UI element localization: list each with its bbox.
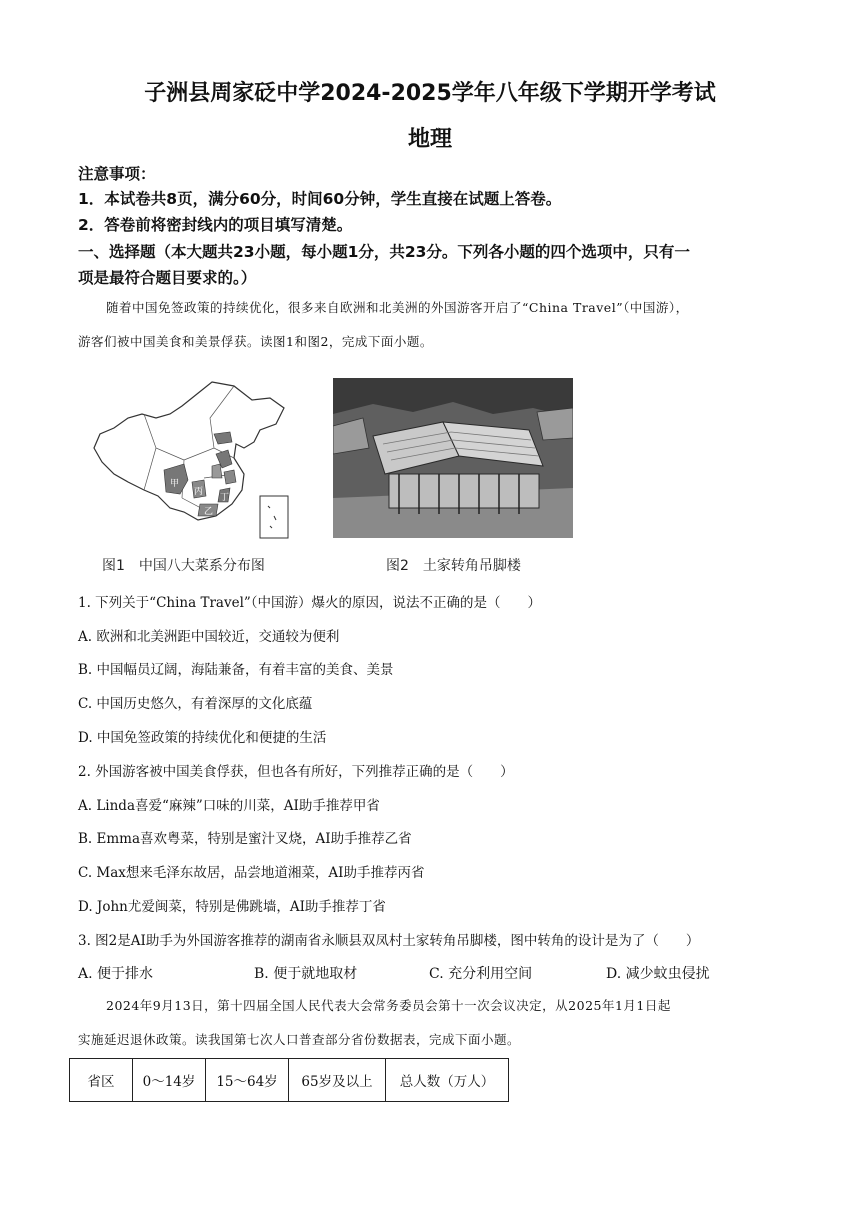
anhui-region xyxy=(212,464,222,478)
question-1-option-c: C. 中国历史悠久，有着深厚的文化底蕴 xyxy=(78,696,313,712)
notice-item-1: 1．本试卷共8页，满分60分，时间60分钟，学生直接在试题上答卷。 xyxy=(78,190,562,208)
notice-item-2: 2．答卷前将密封线内的项目填写清楚。 xyxy=(78,216,353,234)
china-cuisine-map xyxy=(84,378,304,543)
question-1-option-b: B. 中国幅员辽阔，海陆兼备，有着丰富的美食、美景 xyxy=(78,662,394,678)
map-label-ding: 丁 xyxy=(220,493,230,503)
question-2-option-c: C. Max想来毛泽东故居，品尝地道湘菜，AI助手推荐丙省 xyxy=(78,865,425,881)
map-label-jia: 甲 xyxy=(170,479,180,489)
subject-title: 地理 xyxy=(407,127,452,152)
table-header-age-0-14: 0～14岁 xyxy=(133,1059,206,1102)
question-1-stem: 1. 下列关于“China Travel”（中国游）爆火的原因，说法不正确的是（ ） xyxy=(78,595,542,611)
question-3-option-c: C. 充分利用空间 xyxy=(429,966,533,982)
question-2-stem: 2. 外国游客被中国美食俘获，但也各有所好，下列推荐正确的是（ ） xyxy=(78,764,514,780)
exam-title: 子洲县周家砭中学2024-2025学年八年级下学期开学考试 xyxy=(144,81,716,106)
question-1-option-d: D. 中国免签政策的持续优化和便捷的生活 xyxy=(78,730,327,746)
table-header-total: 总人数（万人） xyxy=(386,1059,509,1102)
question-2-option-a: A. Linda喜爱“麻辣”口味的川菜，AI助手推荐甲省 xyxy=(78,798,380,814)
china-outline xyxy=(94,382,284,520)
question-3-option-b: B. 便于就地取材 xyxy=(254,966,358,982)
intro-paragraph-2: 2024年9月13日，第十四届全国人民代表大会常务委员会第十一次会议决定，从2025年1月1日起 xyxy=(106,998,671,1013)
question-2-option-d: D. John尤爱闽菜，特别是佛跳墙，AI助手推荐丁省 xyxy=(78,899,386,915)
notice-heading: 注意事项： xyxy=(78,165,156,183)
intro-paragraph-1b: 游客们被中国美食和美景俘获。读图1和图2，完成下面小题。 xyxy=(78,334,433,349)
figure-2-caption: 图2 土家转角吊脚楼 xyxy=(386,558,521,574)
section-heading-line2: 项是最符合题目要求的。） xyxy=(78,269,257,287)
figure-1-caption: 图1 中国八大菜系分布图 xyxy=(102,558,265,574)
question-1-option-a: A. 欧洲和北美洲距中国较近，交通较为便利 xyxy=(78,629,340,645)
question-3-stem: 3. 图2是AI助手为外国游客推荐的湖南省永顺县双凤村土家转角吊脚楼，图中转角的设计是为了（ ） xyxy=(78,933,700,949)
zhejiang-region xyxy=(224,470,236,484)
question-2-option-b: B. Emma喜欢粤菜，特别是蜜汁叉烧，AI助手推荐乙省 xyxy=(78,831,412,847)
map-label-bing: 丙 xyxy=(194,487,204,497)
table-header-age-65-plus: 65岁及以上 xyxy=(289,1059,386,1102)
tujia-stilt-house-photo xyxy=(333,378,573,538)
map-label-yi: 乙 xyxy=(204,507,214,517)
question-3-option-d: D. 减少蚊虫侵扰 xyxy=(606,966,710,982)
table-header-province: 省区 xyxy=(70,1059,133,1102)
question-3-option-a: A. 便于排水 xyxy=(78,966,154,982)
table-header-row xyxy=(70,1059,509,1102)
table-header-age-15-64: 15～64岁 xyxy=(206,1059,289,1102)
intro-paragraph-1: 随着中国免签政策的持续优化，很多来自欧洲和北美洲的外国游客开启了“China Travel”（中国游）， xyxy=(106,300,689,315)
population-table xyxy=(69,1058,509,1102)
intro-paragraph-2b: 实施延迟退休政策。读我国第七次人口普查部分省份数据表，完成下面小题。 xyxy=(78,1032,521,1047)
section-heading-line1: 一、选择题（本大题共23小题，每小题1分，共23分。下列各小题的四个选项中，只有一 xyxy=(78,243,690,261)
house-frame xyxy=(389,474,539,508)
